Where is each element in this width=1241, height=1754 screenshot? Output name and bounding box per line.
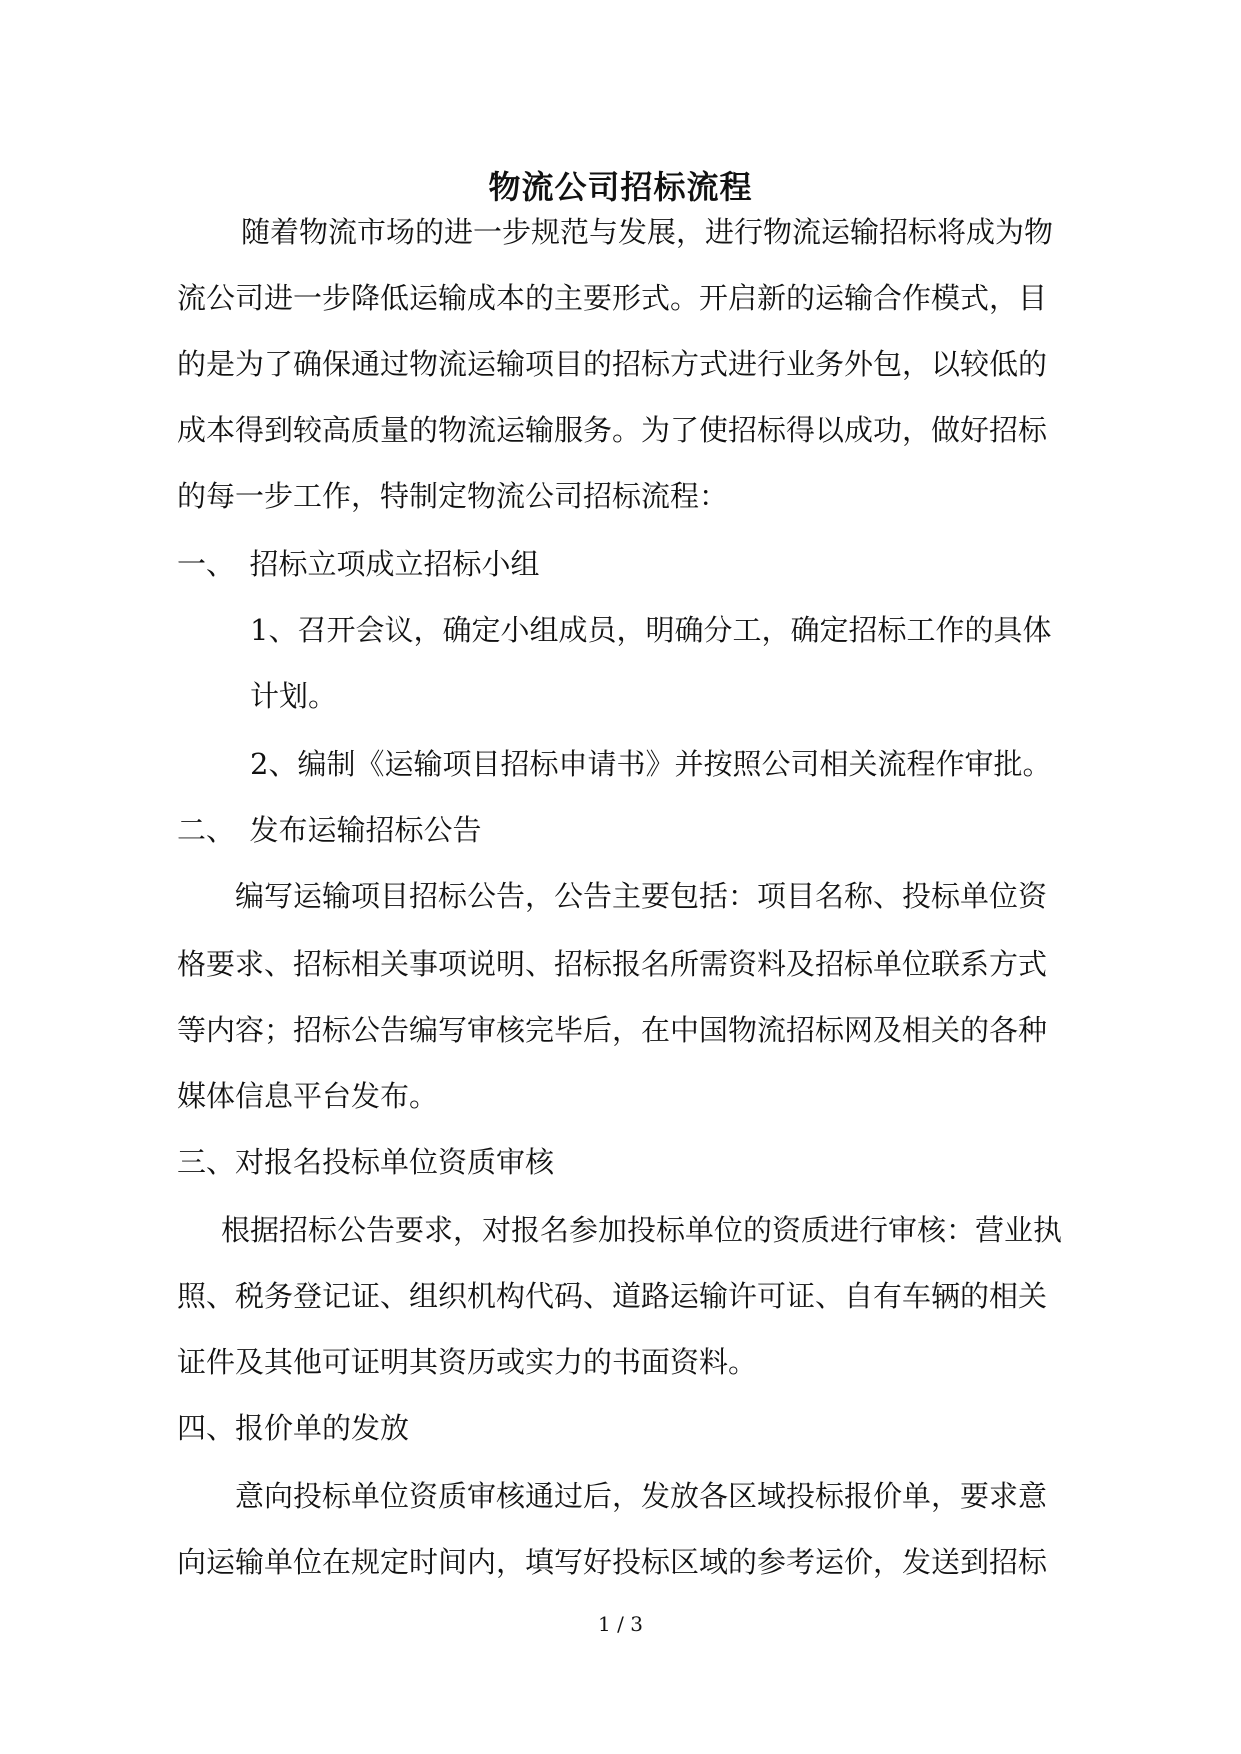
section-2-line-3: 等内容；招标公告编写审核完毕后，在中国物流招标网及相关的各种: [177, 1013, 1048, 1047]
intro-line-4: 成本得到较高质量的物流运输服务。为了使招标得以成功，做好招标: [177, 413, 1048, 447]
section-1-item-2: 2、编制《运输项目招标申请书》并按照公司相关流程作审批。: [250, 747, 1052, 781]
section-4-line-2: 向运输单位在规定时间内，填写好投标区域的参考运价，发送到招标: [177, 1545, 1048, 1579]
intro-line-1: 随着物流市场的进一步规范与发展，进行物流运输招标将成为物: [241, 215, 1054, 249]
section-2-line-4: 媒体信息平台发布。: [177, 1079, 439, 1113]
intro-line-5: 的每一步工作，特制定物流公司招标流程：: [177, 479, 729, 513]
section-2-line-1: 编写运输项目招标公告，公告主要包括：项目名称、投标单位资: [235, 879, 1048, 913]
section-2-line-2: 格要求、招标相关事项说明、招标报名所需资料及招标单位联系方式: [177, 947, 1048, 981]
section-1-item-1-line-1: 1、召开会议，确定小组成员，明确分工，确定招标工作的具体: [250, 613, 1052, 647]
intro-line-2: 流公司进一步降低运输成本的主要形式。开启新的运输合作模式，目: [177, 281, 1048, 315]
section-3-heading: 三、对报名投标单位资质审核: [177, 1145, 555, 1179]
document-title: 物流公司招标流程: [488, 168, 753, 206]
section-4-heading: 四、报价单的发放: [177, 1411, 410, 1445]
section-3-line-2: 照、税务登记证、组织机构代码、道路运输许可证、自有车辆的相关: [177, 1279, 1048, 1313]
section-3-line-3: 证件及其他可证明其资历或实力的书面资料。: [177, 1345, 758, 1379]
intro-line-3: 的是为了确保通过物流运输项目的招标方式进行业务外包，以较低的: [177, 347, 1048, 381]
section-2-heading: 二、 发布运输招标公告: [177, 813, 482, 847]
section-1-heading: 一、 招标立项成立招标小组: [177, 547, 540, 581]
page-number: 1 / 3: [598, 1612, 643, 1636]
section-1-item-1-line-2: 计划。: [250, 679, 338, 713]
section-3-line-1: 根据招标公告要求，对报名参加投标单位的资质进行审核：营业执: [221, 1213, 1063, 1247]
section-4-line-1: 意向投标单位资质审核通过后，发放各区域投标报价单，要求意: [235, 1479, 1048, 1513]
